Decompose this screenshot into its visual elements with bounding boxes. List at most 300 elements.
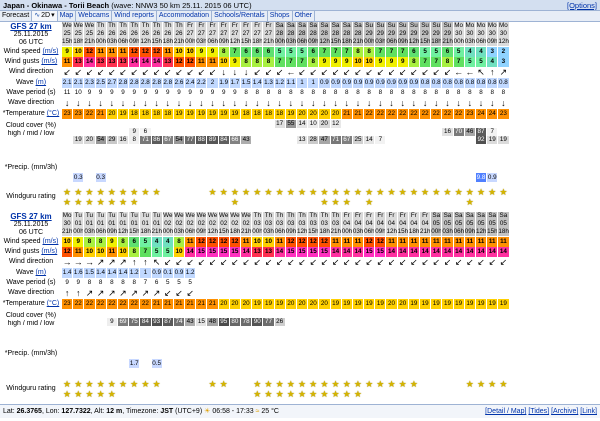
tab-schools-rentals[interactable] (212, 11, 268, 21)
wind-direction-row-cell: ↖ (152, 257, 163, 267)
wave-row-cell: 2.2 (196, 79, 206, 86)
cloud-layers-label: high / mid / low (7, 130, 55, 137)
temperature-row-cell: 22 (140, 299, 151, 309)
row-label (0, 67, 62, 77)
wind-gusts-label-unit[interactable]: (m/s) (41, 248, 58, 255)
cloud-low-row-cell (219, 326, 230, 334)
cloud-high-row-cell: 55 (286, 120, 297, 128)
tab-wind-reports[interactable] (112, 11, 157, 21)
cloud-mid-row-cell (252, 128, 263, 136)
rating-cell (174, 380, 185, 400)
header-cell: Sa (297, 22, 308, 30)
wave-period-row-cell (364, 278, 375, 288)
wave-row-cell (319, 268, 330, 278)
temperature-row-cell: 22 (73, 299, 84, 309)
header-cell: We (241, 212, 251, 219)
tab-label: Wind reports (114, 12, 154, 19)
star-icon: ★ (85, 389, 94, 399)
precip-row-cell (454, 359, 465, 368)
wave-label-unit[interactable]: (m) (35, 269, 47, 276)
model-link[interactable]: GFS 27 km (10, 22, 52, 31)
cloud-low-row-cell: 28 (308, 136, 319, 144)
star-icon: ★ (476, 380, 486, 389)
cloud-mid-row-cell: 16 (442, 128, 453, 136)
star-icon: ★ (107, 197, 116, 207)
wave-row-cell (297, 268, 308, 278)
header-cell: Fr (420, 212, 431, 220)
footer-link[interactable]: [Tides] (528, 408, 550, 415)
cloud-high-row-cell (84, 120, 95, 128)
temperature-row-cell: 20 (297, 109, 308, 119)
wave-direction-row-cell: ↓ (84, 98, 95, 108)
title-bar (0, 0, 600, 11)
row-label (0, 278, 62, 288)
rating-cell (319, 380, 330, 400)
cloud-low-row-cell (487, 326, 498, 334)
wind-speed-label-unit[interactable]: (m/s) (42, 48, 59, 55)
precip-row-cell (386, 173, 397, 182)
wind-direction-row-cell: ↙ (308, 67, 319, 77)
temperature-row-cell: 19 (118, 109, 129, 119)
header-cell: 29 (409, 30, 420, 38)
wave-period-label: Wave period (s) (6, 279, 56, 286)
wave-period-row-cell: 8 (442, 88, 453, 98)
wind-speed-label-unit[interactable]: (m/s) (42, 238, 59, 245)
cloud-high-row-cell (476, 120, 487, 128)
rating-row (62, 188, 510, 208)
wave-direction-row-cell: ↓ (174, 98, 185, 108)
star-icon: ★ (141, 188, 150, 197)
cloud-low-row-cell (375, 326, 386, 334)
rating-cell (331, 188, 342, 208)
cloud-mid-row-cell (241, 128, 252, 136)
star-icon: ★ (320, 197, 329, 207)
star-icon: ★ (297, 380, 307, 389)
wind-direction-row-cell: ↙ (297, 257, 308, 267)
wave-period-row-cell: 9 (185, 88, 196, 98)
precip-row-cell (118, 173, 129, 182)
rating-label: Windguru rating (6, 385, 56, 392)
wave-period-row-cell: 8 (353, 88, 364, 98)
wind-gusts-row-cell: 7 (275, 57, 286, 67)
star-icon: ★ (264, 188, 273, 197)
wind-speed-row-cell: 12 (219, 237, 230, 247)
wind-gusts-row-cell: 15 (308, 247, 319, 257)
wave-direction-label: Wave direction (7, 99, 55, 106)
wave-row-cell (308, 268, 319, 278)
wave-period-row-cell (476, 278, 487, 288)
wind-gusts-row-cell: 10 (364, 57, 375, 67)
wind-gusts-label: Wind gusts (4, 58, 40, 65)
rating-cell (420, 188, 431, 208)
wind-speed-row-cell: 5 (275, 47, 286, 57)
wave-period-row-cell: 8 (118, 278, 129, 288)
star-icon: ★ (432, 188, 441, 197)
header-cell: 12h (117, 228, 129, 235)
precip-row-cell (364, 173, 375, 182)
cloud-mid-row-cell (487, 318, 498, 326)
cloud-mid-row-cell (420, 128, 431, 136)
cloud-high-row-cell (465, 310, 476, 318)
cloud-high-row-cell (420, 120, 431, 128)
precip-row-cell (84, 173, 95, 182)
temperature-row-cell: 18 (252, 109, 263, 119)
header-cell: Mo (454, 22, 464, 29)
temperature-row-cell: 19 (487, 299, 498, 309)
star-icon: ★ (309, 389, 318, 399)
star-icon: ★ (118, 380, 128, 389)
wave-direction-row-cell (241, 288, 252, 298)
rating-cell (319, 188, 330, 208)
temperature-row-cell: 19 (442, 299, 453, 309)
wave-period-row-cell: 9 (163, 88, 174, 98)
cloud-high-row-cell (84, 310, 95, 318)
wave-row-cell: 1.4 (107, 269, 117, 276)
header-cell: 26 (163, 30, 174, 38)
tab-2d[interactable] (32, 11, 57, 21)
wave-direction-row-cell: ↓ (241, 98, 252, 108)
footer-link[interactable]: [Link] (580, 408, 597, 415)
header-cell: 28 (308, 30, 319, 38)
cloud-low-row-cell (465, 326, 476, 334)
wave-period-row-cell: 9 (73, 278, 84, 288)
precip-row-cell (140, 173, 151, 182)
header-cell: Fr (207, 22, 218, 30)
wave-period-row-cell: 9 (84, 88, 95, 98)
header-cell: Fr (196, 22, 207, 30)
temperature-row-cell: 20 (331, 109, 342, 119)
cloud-high-row-cell (241, 120, 252, 128)
cloud-high-row-cell (442, 310, 453, 318)
wind-speed-row-cell: 6 (442, 47, 453, 57)
wave-direction-row-cell (331, 288, 342, 298)
precip-row-cell (431, 173, 442, 182)
precip-label: *Precip. (mm/3h) (4, 164, 58, 171)
header-cell: 30 (487, 30, 498, 38)
star-icon: ★ (130, 188, 139, 197)
cloud-high-row-cell (129, 310, 140, 318)
tz-label: Timezone: (125, 408, 159, 415)
wave-row-cell: 0.8 (420, 79, 430, 86)
cloud-mid-row-cell (319, 318, 330, 326)
header-cell: Sa (476, 212, 487, 220)
cloud-mid-row-cell (96, 318, 107, 326)
wind-speed-row-cell: 12 (129, 47, 140, 57)
header-cell: 27 (230, 30, 241, 38)
wind-direction-row-cell: ↙ (409, 257, 420, 267)
cloud-mid-row-cell (420, 318, 431, 326)
temperature-row-cell: 19 (196, 109, 207, 119)
temperature-label-unit[interactable]: (°C) (46, 110, 60, 117)
wind-gusts-row-cell: 10 (174, 247, 185, 257)
rating-cell (163, 188, 174, 208)
wave-row-cell (252, 268, 263, 278)
cloud-high-row-cell (230, 310, 241, 318)
wave-direction-row-cell (420, 288, 431, 298)
header-cell: 29 (375, 30, 386, 38)
header-cell: 01 (152, 220, 163, 228)
wind-speed-row-cell: 9 (107, 237, 118, 247)
precip-row-cell (241, 173, 252, 182)
wave-row-cell: 2.8 (118, 79, 128, 86)
rating-cell (487, 188, 498, 208)
wind-gusts-row-cell: 14 (185, 247, 196, 257)
header-cell: 18h (229, 228, 241, 235)
temperature-row-cell: 19 (409, 299, 420, 309)
star-icon: ★ (342, 188, 351, 197)
model-link[interactable]: GFS 27 km (10, 212, 52, 221)
rating-cell (342, 380, 353, 400)
header-cell: 06h (185, 228, 196, 235)
rating-cell (398, 188, 409, 208)
wind-direction-row-cell: ↙ (308, 257, 319, 267)
wind-speed-row-cell: 10 (73, 47, 84, 57)
precip-row-cell (342, 359, 353, 368)
temperature-row-cell: 20 (230, 299, 241, 309)
alt-value: 12 m (106, 408, 123, 415)
precip-row-cell (196, 173, 207, 182)
wind-speed-row-cell: 6 (241, 47, 252, 57)
wave-direction-row-cell: ↙ (185, 288, 196, 298)
header-cell: 15h (129, 228, 140, 235)
precip-row-cell (319, 359, 330, 368)
precip-row-cell (163, 173, 174, 182)
temperature-row-cell: 19 (174, 109, 185, 119)
wind-speed-label: Wind speed (3, 238, 41, 245)
header-cell: 09h (218, 38, 230, 45)
cloud-mid-row (62, 128, 510, 136)
wave-row-cell: 1.5 (85, 269, 94, 276)
wave-row-cell: 1 (308, 78, 319, 88)
footer-link[interactable]: [Detail / Map] (485, 408, 527, 415)
cloud-mid-row-cell: 43 (185, 318, 196, 326)
wind-speed-row-cell: 4 (476, 47, 487, 57)
wave-row-cell: 0.9 (152, 269, 161, 276)
header-cell: 15h (62, 38, 73, 45)
cloud-low-row-cell: 92 (476, 136, 487, 144)
header-cell: 18h (431, 38, 442, 45)
header-cell: 03h (173, 228, 185, 235)
cloud-low-row-cell (241, 326, 252, 334)
cloud-high-row-cell (386, 120, 397, 128)
cloud-mid-row-cell (476, 318, 487, 326)
cloud-low-row-cell: 67 (163, 136, 174, 144)
header-cell: Th (308, 212, 319, 220)
rating-cell (431, 380, 442, 400)
wind-gusts-row-cell: 14 (409, 247, 420, 257)
cloud-low-row-cell (96, 326, 107, 334)
precip-row-cell (252, 173, 263, 182)
wave-direction-row-cell: ↗ (118, 288, 129, 298)
tab-webcams[interactable] (76, 11, 112, 21)
temperature-row-cell: 23 (73, 109, 84, 119)
star-icon: ★ (331, 197, 340, 207)
star-icon: ★ (118, 188, 128, 197)
sea-temp-icon: ≈ (255, 408, 260, 415)
precip-row-cell (207, 359, 218, 368)
options-link[interactable]: [Options] (566, 1, 597, 10)
wave-direction-row-cell (465, 288, 476, 298)
wave-period-row-cell (331, 278, 342, 288)
header-cell: We (207, 212, 218, 219)
header-cell: We (73, 22, 83, 29)
wave-period-row-cell: 8 (331, 88, 342, 98)
header-cell: 29 (364, 30, 375, 38)
temperature-row-cell: 20 (398, 299, 409, 309)
header-cell: 21h (442, 38, 453, 45)
cloud-low-row-cell (230, 326, 241, 334)
wind-gusts-row-cell: 8 (252, 57, 263, 67)
header-cell: 05 (487, 220, 498, 228)
precip-row-cell (454, 173, 465, 182)
wind-speed-row-cell: 4 (465, 47, 476, 57)
cloud-mid-row-cell: 69 (118, 318, 129, 326)
rating-cell (286, 188, 297, 208)
star-icon: ★ (275, 188, 284, 197)
cloud-high-row-cell (364, 120, 375, 128)
wind-speed-row-cell: 6 (308, 47, 319, 57)
header-cell: 02 (219, 220, 230, 228)
header-cell: 03 (308, 220, 319, 228)
cloud-high-row-cell (174, 120, 185, 128)
cloud-high-row-cell (319, 310, 330, 318)
wind-speed-row-cell: 10 (263, 237, 274, 247)
precip-row-cell (409, 359, 420, 368)
footer-link[interactable]: [Archive] (551, 408, 579, 415)
wave-direction-row-cell: ↙ (163, 288, 174, 298)
header-cell: 29 (420, 30, 431, 38)
wind-direction-row-cell: ↖ (476, 67, 487, 77)
temperature-row-cell: 22 (420, 109, 431, 119)
precip-row-cell (219, 173, 230, 182)
wave-direction-row-cell: ↓ (342, 98, 353, 108)
cloud-low-row-cell (252, 136, 263, 144)
row-label (0, 247, 62, 257)
wave-row-cell: 1.4 (62, 269, 72, 276)
wind-direction-row (62, 257, 510, 267)
wave-direction-row-cell: ↓ (219, 98, 230, 108)
wave-direction-row-cell (386, 288, 397, 298)
header-cell: 03h (352, 228, 364, 235)
wind-gusts-row-cell: 14 (465, 247, 476, 257)
wind-speed-row-cell: 10 (174, 47, 185, 57)
wave-direction-row-cell: ↓ (118, 98, 129, 108)
rating-cell (62, 188, 73, 208)
wave-row-cell (431, 268, 442, 278)
cloud-high-row-cell (107, 310, 118, 318)
header-cell: 01 (73, 220, 84, 228)
cloud-low-row-cell (465, 136, 476, 144)
star-icon: ★ (118, 197, 128, 207)
temperature-label-unit[interactable]: (°C) (46, 300, 60, 307)
wave-direction-row-cell (353, 288, 364, 298)
precip-row-cell (498, 173, 509, 182)
rating-cell (308, 188, 319, 208)
rating-cell (498, 380, 509, 400)
wind-speed-label: Wind speed (3, 48, 41, 55)
cloud-low-row-cell: 19 (487, 136, 498, 144)
wind-gusts-row-cell: 8 (129, 247, 140, 257)
tab-label: Accommodation (158, 12, 210, 19)
wave-row (62, 268, 510, 278)
tab-accommodation[interactable] (157, 11, 212, 21)
chevron-down-icon[interactable]: ▾ (51, 12, 55, 19)
wave-period-row-cell: 8 (375, 88, 386, 98)
wave-period-row-cell (252, 278, 263, 288)
precip-row-cell (386, 359, 397, 368)
rating-cell (342, 188, 353, 208)
chart-icon: ∿ (34, 12, 41, 19)
cloud-low-row-cell (84, 326, 95, 334)
header-cell: Tu (96, 212, 107, 220)
header-cell: 06h (453, 228, 465, 235)
temperature-row-cell: 23 (62, 299, 73, 309)
tab-map[interactable] (58, 11, 77, 21)
wave-label-unit[interactable]: (m) (35, 79, 47, 86)
header-cell: 21h (241, 228, 252, 235)
rating-cell (409, 188, 420, 208)
wind-gusts-row-cell: 5 (163, 247, 174, 257)
header-cell: 05 (454, 220, 465, 228)
wave-period-row-cell: 8 (263, 88, 274, 98)
wave-direction-row-cell (487, 288, 498, 298)
header-cell: 25 (73, 30, 84, 38)
star-icon: ★ (488, 188, 497, 197)
wind-gusts-row-cell: 5 (152, 247, 163, 257)
wave-period-row-cell (353, 278, 364, 288)
wave-direction-row-cell (297, 288, 308, 298)
precip-row-cell (241, 359, 252, 368)
header-cell: 02 (230, 220, 241, 228)
header-cell: 15h (218, 228, 230, 235)
cloud-mid-row-cell: 78 (241, 318, 252, 326)
wind-gusts-row-cell: 7 (431, 57, 442, 67)
header-cell: 18h (408, 228, 420, 235)
wave-direction-row-cell: ↓ (454, 98, 465, 108)
rating-cell (252, 380, 263, 400)
tab-shops[interactable] (268, 11, 293, 21)
star-icon: ★ (219, 188, 228, 197)
precip-row-cell (308, 173, 319, 182)
precip-row-cell (286, 173, 297, 182)
wind-gusts-row-cell: 8 (409, 57, 420, 67)
rating-cell (398, 380, 409, 400)
wave-direction-row-cell: ↗ (140, 288, 151, 298)
wind-gusts-row-cell: 13 (163, 57, 174, 67)
cloud-mid-row-cell (196, 128, 207, 136)
wave-row-cell: 1.7 (230, 79, 240, 86)
cloud-mid-row-cell (398, 128, 409, 136)
cloud-high-row-cell (431, 310, 442, 318)
cloud-mid-row-cell (364, 318, 375, 326)
wave-row-cell (353, 268, 364, 278)
star-icon: ★ (96, 389, 105, 399)
cloud-low-row-cell (364, 326, 375, 334)
wave-row-cell (263, 268, 274, 278)
header-cell: 27 (263, 30, 274, 38)
temperature-row-cell: 21 (353, 109, 364, 119)
footer-links (485, 405, 597, 419)
wave-period-row (62, 88, 510, 98)
wind-gusts-row-cell: 9 (342, 57, 353, 67)
cloud-mid-row-cell (84, 318, 95, 326)
cloud-low-row-cell: 8 (129, 136, 140, 144)
wind-direction-row-cell: ↙ (342, 67, 353, 77)
wind-gusts-label-unit[interactable]: (m/s) (41, 58, 58, 65)
wave-row-cell: 1.4 (252, 79, 262, 86)
cloud-high-row-cell (196, 310, 207, 318)
tab-other[interactable] (293, 11, 316, 21)
